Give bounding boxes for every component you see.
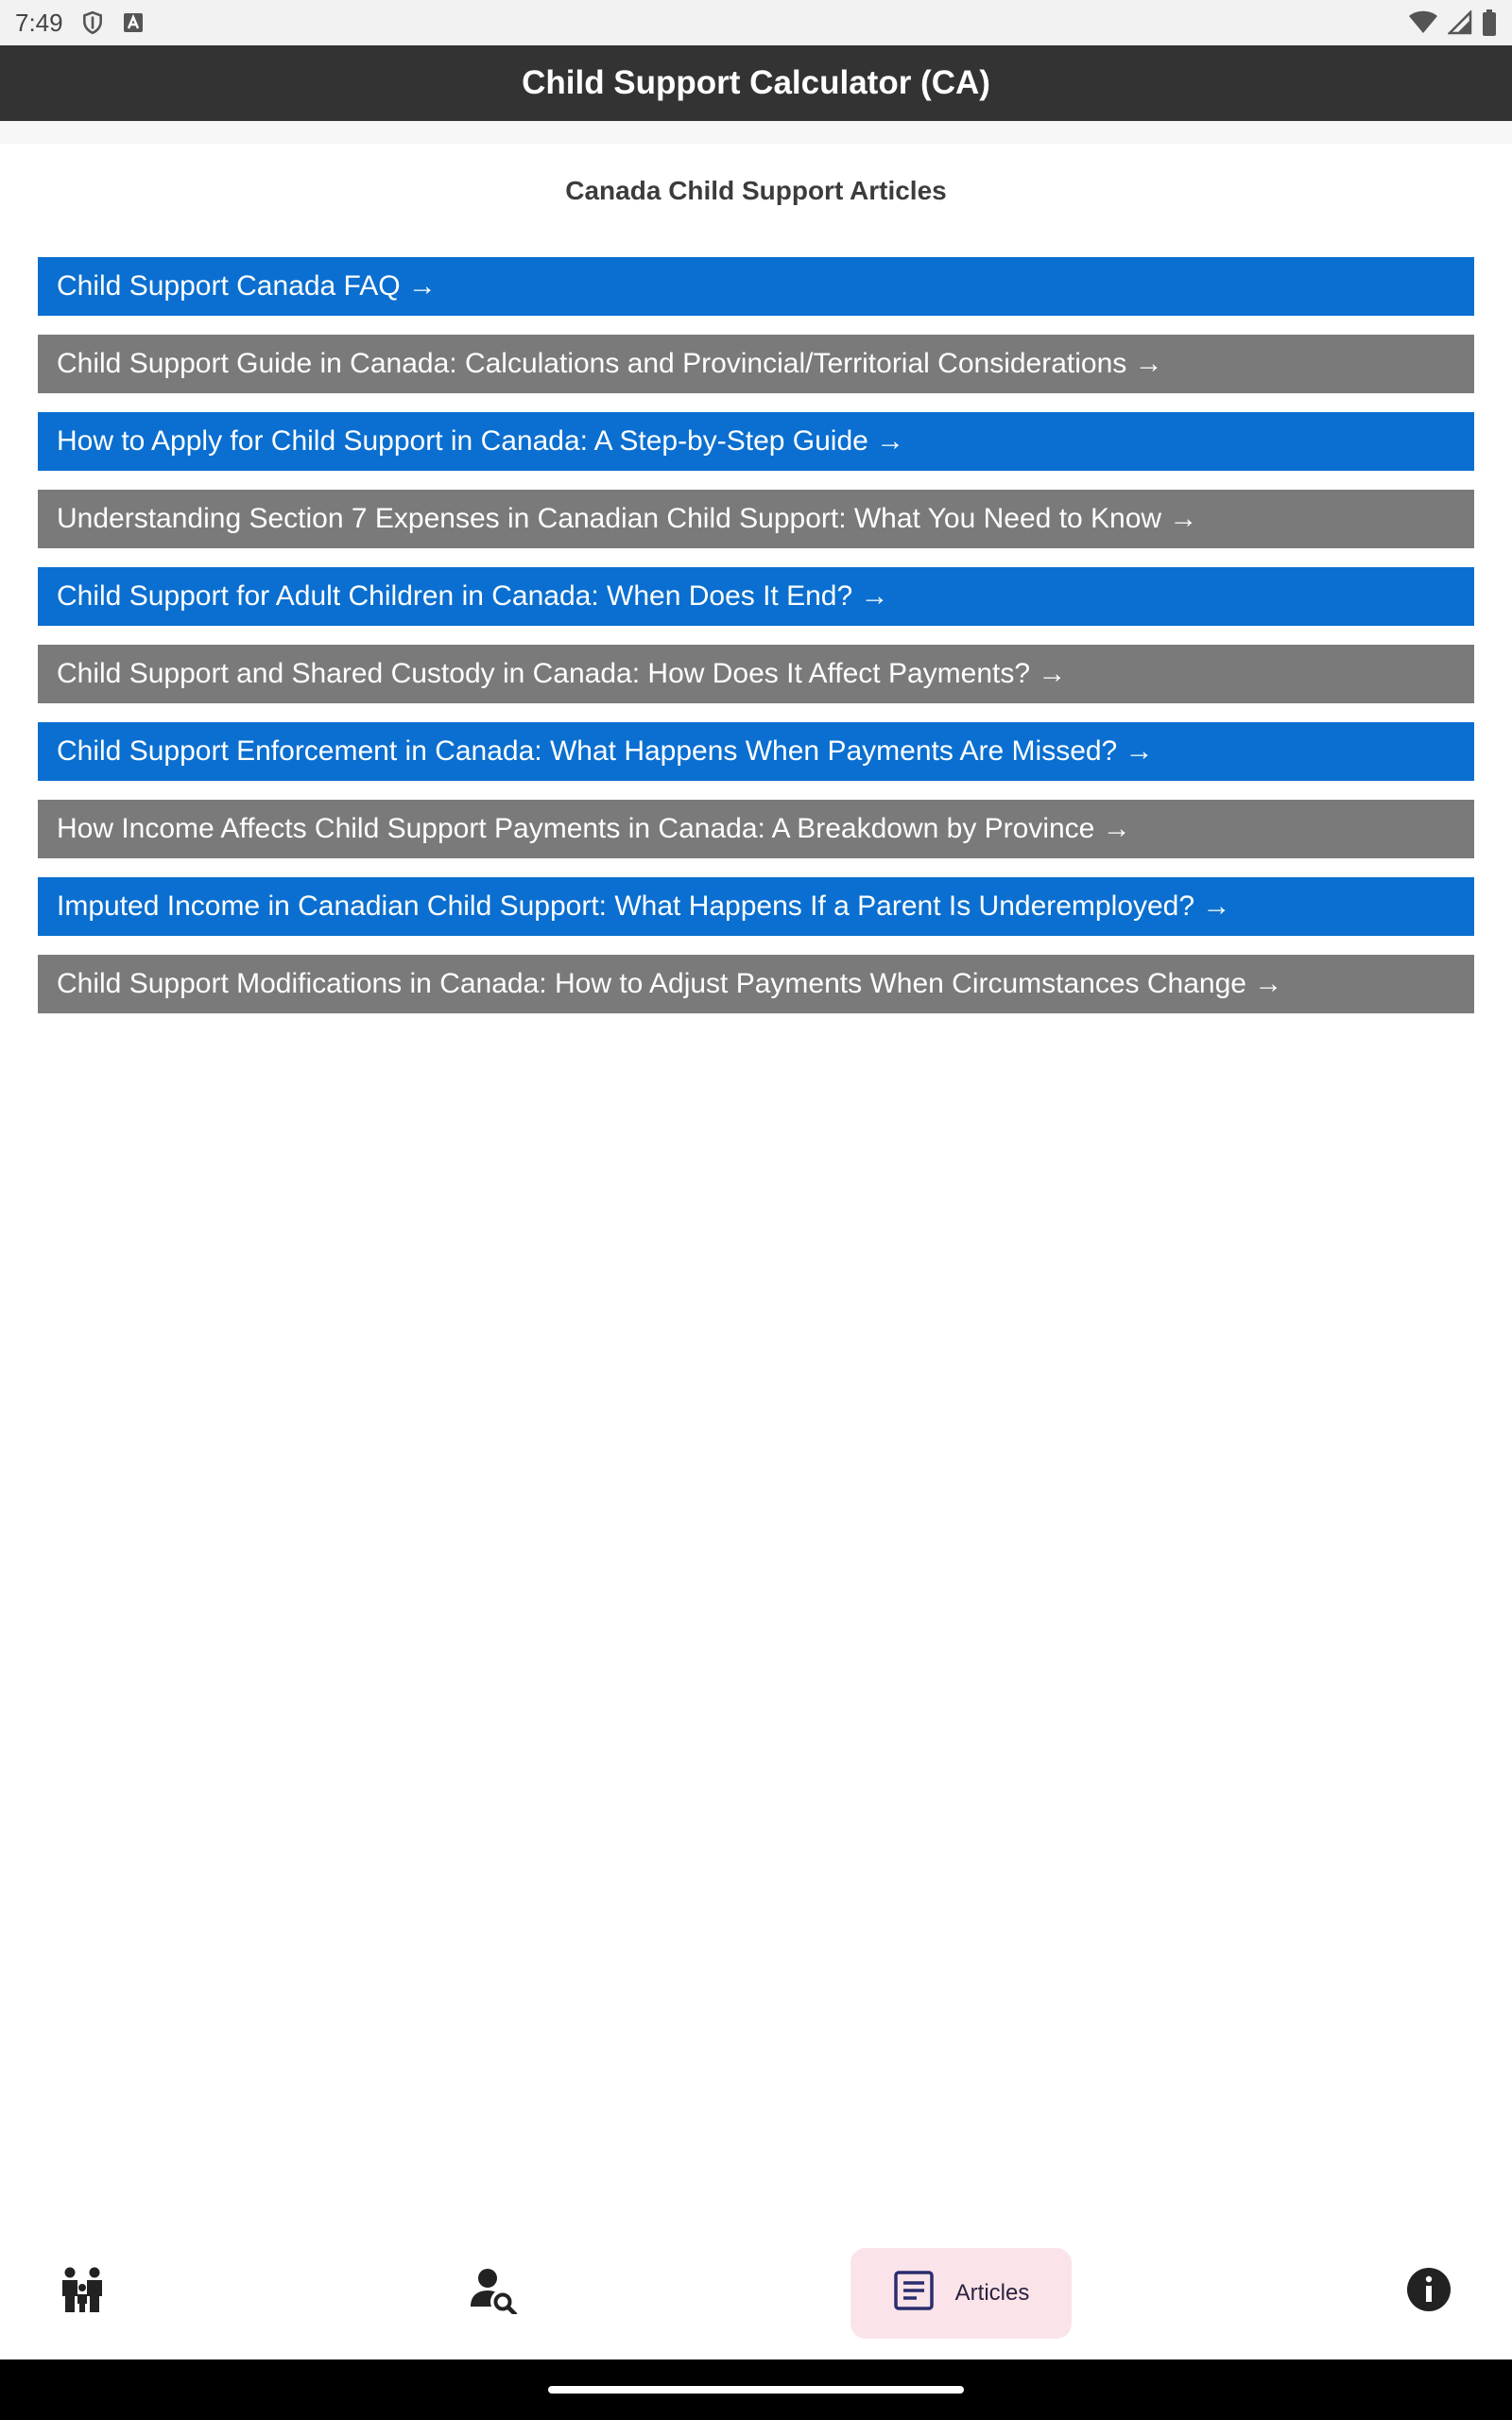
- article-link[interactable]: Child Support Canada FAQ →: [38, 257, 1474, 316]
- info-icon: [1406, 2267, 1452, 2317]
- wifi-icon: [1408, 10, 1438, 35]
- article-link[interactable]: Child Support Guide in Canada: Calculations and Provincial/Territorial Considerations →: [38, 335, 1474, 393]
- battery-icon: [1482, 9, 1497, 36]
- person-search-icon: [469, 2265, 518, 2319]
- status-time: 7:49: [15, 8, 63, 37]
- status-left: [15, 9, 145, 38]
- article-link[interactable]: Child Support for Adult Children in Canada: When Does It End? →: [38, 567, 1474, 626]
- family-icon: [59, 2265, 108, 2319]
- bottom-navigation: [0, 2223, 1512, 2360]
- article-icon: [893, 2270, 935, 2318]
- shield-icon: [80, 10, 105, 35]
- app-bar-shadow: [0, 121, 1512, 144]
- status-right: [1408, 9, 1497, 36]
- app-title: Child Support Calculator (CA): [522, 64, 990, 101]
- nav-articles-tab[interactable]: [850, 2248, 1072, 2339]
- nav-search-tab[interactable]: [448, 2261, 539, 2322]
- nav-calculator-tab[interactable]: [38, 2261, 129, 2322]
- app-bar: [0, 45, 1512, 121]
- article-link[interactable]: Child Support Modifications in Canada: How to Adjust Payments When Circumstances Change →: [38, 955, 1474, 1013]
- article-link[interactable]: Child Support Enforcement in Canada: What Happens When Payments Are Missed? →: [38, 722, 1474, 781]
- section-title: Canada Child Support Articles: [565, 176, 947, 205]
- signal-icon: [1448, 10, 1472, 35]
- article-link[interactable]: How Income Affects Child Support Payments in Canada: A Breakdown by Province →: [38, 800, 1474, 858]
- article-link[interactable]: Child Support and Shared Custody in Canada: How Does It Affect Payments? →: [38, 645, 1474, 703]
- nav-info-tab[interactable]: [1383, 2261, 1474, 2322]
- gesture-navigation-bar: [0, 2360, 1512, 2420]
- home-gesture-handle[interactable]: [548, 2386, 964, 2394]
- article-list: [38, 257, 1474, 1032]
- article-link[interactable]: Understanding Section 7 Expenses in Canadian Child Support: What You Need to Know →: [38, 490, 1474, 548]
- nav-articles-label: Articles: [954, 2280, 1030, 2306]
- text-icon: [122, 11, 145, 34]
- article-link[interactable]: How to Apply for Child Support in Canada: A Step-by-Step Guide →: [38, 412, 1474, 471]
- article-link[interactable]: Imputed Income in Canadian Child Support: What Happens If a Parent Is Underemployed? →: [38, 877, 1474, 936]
- status-bar: [0, 0, 1512, 45]
